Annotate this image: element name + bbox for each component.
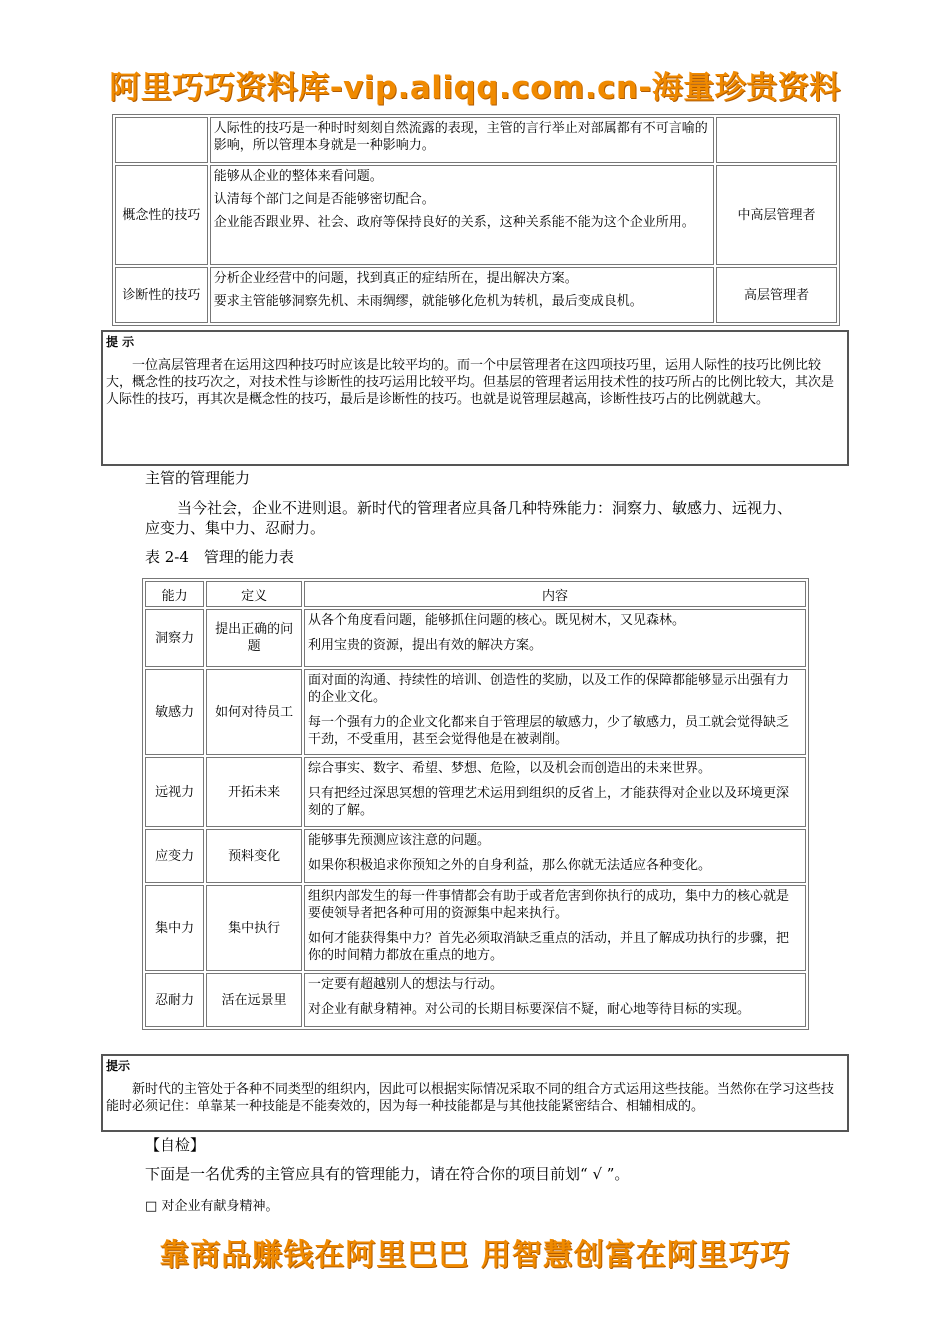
self-check-title: 【自检】 xyxy=(145,1136,206,1154)
skill-cell xyxy=(115,117,208,163)
ability-cell: 集中力 xyxy=(145,885,204,971)
content-cell xyxy=(304,973,806,1027)
tip-body: 一位高层管理者在运用这四种技巧时应该是比较平均的。而一个中层管理者在这四项技巧里，运用人际性的技巧比例比较大，概念性的技巧次之，对技术性与诊断性的技巧运用比较平均。但基层的管理者运用技术性的技巧所占的比例比较大，其次是人际性的技巧，再其次是概念性的技巧，最后是诊断性的技巧。也就是说管理层越高，诊断性技巧占的比例就越大。 xyxy=(106,358,835,407)
ability-cell: 洞察力 xyxy=(145,609,204,667)
definition-cell: 提出正确的问题 xyxy=(206,609,302,667)
definition-cell: 集中执行 xyxy=(206,885,302,971)
definition-cell: 开拓未来 xyxy=(206,757,302,827)
content-line: 如果你积极追求你预知之外的自身利益，那么你就无法适应各种变化。 xyxy=(308,858,712,873)
header-banner: 阿里巧巧资料库-vip.aliqq.com.cn-海量珍贵资料 xyxy=(109,70,841,106)
content-line: 对企业有献身精神。对公司的长期目标要深信不疑，耐心地等待目标的实现。 xyxy=(308,1002,751,1017)
checkbox-icon[interactable]: □ xyxy=(145,1199,158,1214)
table-header-row xyxy=(145,581,806,607)
content-line: 分析企业经营中的问题，找到真正的症结所在，提出解决方案。 xyxy=(213,271,578,286)
content-line: 要求主管能够洞察先机、未雨绸缪，就能够化危机为转机，最后变成良机。 xyxy=(213,294,643,309)
skills-table xyxy=(112,114,840,326)
content-line: 一定要有超越别人的想法与行动。 xyxy=(308,977,504,992)
level-cell: 中高层管理者 xyxy=(716,165,837,265)
tip-box xyxy=(101,1054,849,1132)
tip-title: 提 示 xyxy=(106,335,135,349)
ability-cell: 忍耐力 xyxy=(145,973,204,1027)
level-cell xyxy=(716,117,837,163)
table-row xyxy=(145,669,806,755)
content-line: 能够事先预测应该注意的问题。 xyxy=(308,833,491,848)
table-caption: 表 2-4 管理的能力表 xyxy=(145,548,294,566)
skill-cell: 概念性的技巧 xyxy=(115,165,208,265)
table-row xyxy=(145,973,806,1027)
column-header: 定义 xyxy=(206,581,302,607)
section-title: 主管的管理能力 xyxy=(145,469,251,487)
content-cell xyxy=(210,165,714,265)
content-cell xyxy=(304,885,806,971)
ability-cell: 敏感力 xyxy=(145,669,204,755)
content-cell xyxy=(304,609,806,667)
table-row xyxy=(145,757,806,827)
content-cell xyxy=(304,757,806,827)
content-cell xyxy=(304,829,806,883)
content-cell xyxy=(210,267,714,323)
content-line: 如何才能获得集中力？首先必须取消缺乏重点的活动，并且了解成功执行的步骤，把你的时间精力都放在重点的地方。 xyxy=(308,931,790,963)
content-line: 认清每个部门之间是否能够密切配合。 xyxy=(213,192,435,207)
content-line: 人际性的技巧是一种时时刻刻自然流露的表现，主管的言行举止对部属都有不可言喻的影响，所以管理本身就是一种影响力。 xyxy=(213,121,708,153)
ability-table xyxy=(142,578,809,1030)
content-line: 企业能否跟业界、社会、政府等保持良好的关系，这种关系能不能为这个企业所用。 xyxy=(213,215,695,230)
table-row xyxy=(115,165,837,265)
tip-box xyxy=(101,330,849,466)
skill-cell: 诊断性的技巧 xyxy=(115,267,208,323)
checklist-item[interactable] xyxy=(145,1197,805,1217)
intro-paragraph: 当今社会，企业不进则退。新时代的管理者应具备几种特殊能力：洞察力、敏感力、远视力、应变力、集中力、忍耐力。 xyxy=(145,499,793,537)
level-cell: 高层管理者 xyxy=(716,267,837,323)
table-row xyxy=(115,117,837,163)
ability-cell: 应变力 xyxy=(145,829,204,883)
content-line: 利用宝贵的资源，提出有效的解决方案。 xyxy=(308,638,543,653)
table-row xyxy=(145,609,806,667)
content-line: 每一个强有力的企业文化都来自于管理层的敏感力，少了敏感力，员工就会觉得缺乏干劲，不受重用，甚至会觉得他是在被剥削。 xyxy=(308,715,790,747)
content-cell xyxy=(210,117,714,163)
definition-cell: 预料变化 xyxy=(206,829,302,883)
table-row xyxy=(145,885,806,971)
column-header: 内容 xyxy=(304,581,806,607)
table-row xyxy=(145,829,806,883)
content-line: 只有把经过深思冥想的管理艺术运用到组织的反省上，才能获得对企业以及环境更深刻的了解。 xyxy=(308,786,790,818)
definition-cell: 如何对待员工 xyxy=(206,669,302,755)
content-line: 面对面的沟通、持续性的培训、创造性的奖励，以及工作的保障都能够显示出强有力的企业文化。 xyxy=(308,673,790,705)
definition-cell: 活在远景里 xyxy=(206,973,302,1027)
checklist-label: 对企业有献身精神。 xyxy=(161,1199,279,1214)
content-cell xyxy=(304,669,806,755)
footer-banner: 靠商品赚钱在阿里巴巴 用智慧创富在阿里巧巧 xyxy=(159,1238,791,1273)
ability-cell: 远视力 xyxy=(145,757,204,827)
tip-body: 新时代的主管处于各种不同类型的组织内，因此可以根据实际情况采取不同的组合方式运用这些技能。当然你在学习这些技能时必须记住：单靠某一种技能是不能奏效的，因为每一种技能都是与其他技能紧密结合、相辅相成的。 xyxy=(106,1082,835,1114)
tip-title: 提示 xyxy=(106,1059,131,1073)
table-row xyxy=(115,267,837,323)
content-line: 综合事实、数字、希望、梦想、危险，以及机会而创造出的未来世界。 xyxy=(308,761,712,776)
self-check-question: 下面是一名优秀的主管应具有的管理能力，请在符合你的项目前划“ √ ”。 xyxy=(145,1165,630,1183)
content-line: 能够从企业的整体来看问题。 xyxy=(213,169,383,184)
content-line: 从各个角度看问题，能够抓住问题的核心。既见树木，又见森林。 xyxy=(308,613,686,628)
column-header: 能力 xyxy=(145,581,204,607)
content-line: 组织内部发生的每一件事情都会有助于或者危害到你执行的成功，集中力的核心就是要使领导者把各种可用的资源集中起来执行。 xyxy=(308,889,790,921)
